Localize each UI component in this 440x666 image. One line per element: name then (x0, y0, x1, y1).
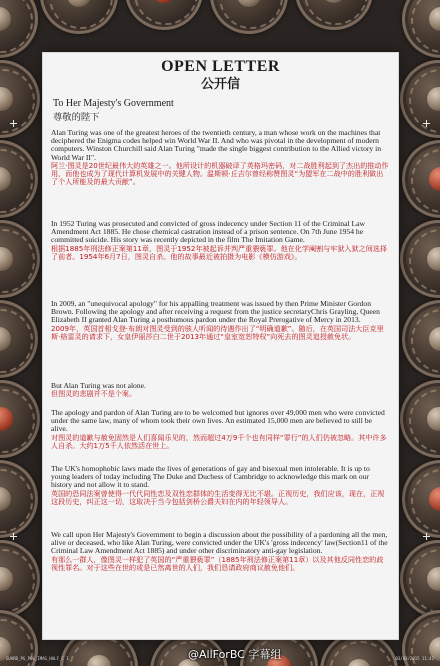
rotor-decoration (210, 0, 288, 34)
paragraph-english: We call upon Her Majesty's Government to begin a discussion about the possibility of a pardoning all the men, alive or deceased, who like Alan Turing, were convicted under the UK's 'gross indecency' law(Section11 of the Criminal Law Amendment Act 1885) and under other discriminatory anti-gay legislation. (51, 530, 388, 556)
rotor-decoration (125, 0, 203, 30)
paragraph (51, 129, 390, 186)
paragraph-english: But Alan Turing was not alone. (51, 381, 146, 390)
rotor-decoration (400, 60, 440, 138)
rotor-decoration (400, 220, 440, 298)
paragraph-chinese: 阿兰·图灵是20世纪最伟大的英雄之一。他所设计的机器破译了英格玛密码，对二战胜利起到了杰出的推动作用，而他也成为了现代计算机发展中的关键人物。温斯顿·丘吉尔曾经称赞图灵“为盟军在二战中的胜利做出了个人所能及的最大贡献”。 (51, 160, 389, 187)
rotor-decoration (0, 60, 40, 138)
letter-title: OPEN LETTER (161, 58, 280, 75)
rotor-decoration (0, 0, 38, 58)
rotor-decoration (400, 540, 440, 618)
paragraph-english: Alan Turing was one of the greatest heroes of the twentieth century, a man whose work on the machines that deciphered the Enigma codes helped win World War II. And who was pivotal in the development of modern computers. Winston Churchill said Alan Turing "made the single biggest contribution to the Allied victory in World War II". (51, 128, 381, 162)
rotor-decoration (295, 0, 373, 30)
rotor-decoration (0, 300, 38, 378)
paragraph-chinese: 但图灵的悲剧并不是个案。 (51, 389, 137, 399)
crop-mark-icon (10, 533, 17, 540)
crop-mark-icon (423, 120, 430, 127)
paragraph (51, 409, 390, 450)
paragraph-english: In 2009, an "unequivocal apology" for his appalling treatment was issued by then Prime Minister Gordon Brown. Following the apology and after receiving a request from the justice secretaryChris Grayling, Queen Elizabeth II granted Alan Turing a posthumous pardon under the Royal Prerogative of Mercy in 2013. (51, 299, 380, 325)
paragraph-chinese: 2009年，英国首相戈登·布朗对图灵受到的骇人听闻的待遇作出了“明确道歉”。随后，在英国司法大臣克里斯·格雷灵的请求下，女皇伊丽莎白二世于2013年通过“皇室宽恕特权”向死去的图灵追授赦免状。 (51, 323, 384, 341)
paragraph (51, 300, 390, 341)
paragraph-chinese: 英国的恐同法案曾使得一代代同性恋及双性恋群体的生活变得无比不堪。正视历史，我们应该，现在，正视这段历史，纠正这一切，这取决于当今包括剑桥公爵夫妇在内的年轻领导人。 (51, 488, 385, 506)
paragraph-chinese: 对图灵的道歉与赦免固然是人们喜闻乐见的，然而超过4万9千个也有同样“罪行”的人们仍被忽略。其中许多人自杀。大约1万5千人依然活在世上。 (51, 432, 387, 450)
paragraph (51, 531, 390, 572)
paragraph-chinese: 有那么一群人，像图灵一样犯了英国的“严重猥亵罪”（1885年刑法修正案第11章）以及其他反同性恋的歧视性罪名。对于这些在世的或是已然离世的人们，我们恳请政府商议赦免他们。 (51, 554, 384, 572)
rotor-decoration (402, 0, 440, 58)
rotor-decoration (0, 460, 38, 538)
rotor-decoration (402, 460, 440, 538)
rotor-decoration (0, 380, 40, 458)
rotor-decoration (402, 140, 440, 218)
paragraph (51, 465, 390, 506)
letter-card (43, 53, 398, 639)
watermark: @AllForBC 字幕组 (188, 648, 282, 661)
paragraph (51, 220, 390, 261)
crop-mark-icon (423, 533, 430, 540)
crop-mark-icon (10, 120, 17, 127)
greeting: To Her Majesty's Government (53, 98, 174, 109)
rotor-decoration (400, 380, 440, 458)
rotor-decoration (0, 220, 40, 298)
rotor-decoration (40, 0, 118, 34)
paragraph (51, 382, 390, 398)
letter-title-chinese: 公开信 (200, 77, 240, 92)
paragraph-english: The apology and pardon of Alan Turing are to be welcomed but ignores over 49,000 men who were convicted under the same law, many of whom took their own lives. An estimated 15,000 men are believed to still be alive. (51, 408, 385, 434)
print-slug-left: GUARD_PG_POL_IMAG_HALF_C 1 (6, 656, 69, 661)
rotor-decoration (0, 540, 40, 618)
greeting-chinese: 尊敬的陛下 (53, 112, 100, 123)
paragraph-chinese: 根据1885年刑法修正案第11章，图灵于1952年被起诉并判严重猥亵罪。他在化学阉割与牢狱入狱之间选择了前者。1954年6月7日，图灵自杀。他的故事最近被拍摄为电影《模仿游戏》。 (51, 243, 387, 261)
rotor-decoration (402, 300, 440, 378)
rotor-decoration (0, 140, 38, 218)
paragraph-english: The UK's homophobic laws made the lives of generations of gay and bisexual men intolerable. It is up to young leaders of today including The Duke and Duchess of Cambridge to acknowledge this mark on our history and not allow it to stand. (51, 464, 370, 490)
paragraph-english: In 1952 Turing was prosecuted and convicted of gross indecency under Section 11 of the Criminal Law Amendment Act 1885. He chose chemical castration instead of a prison sentence. On 7th June 1954 he committed suicide. His story was recently depicted in the film The Imitation Game. (51, 219, 365, 245)
print-slug-right: 03/03/2015 11:42 (395, 656, 434, 661)
